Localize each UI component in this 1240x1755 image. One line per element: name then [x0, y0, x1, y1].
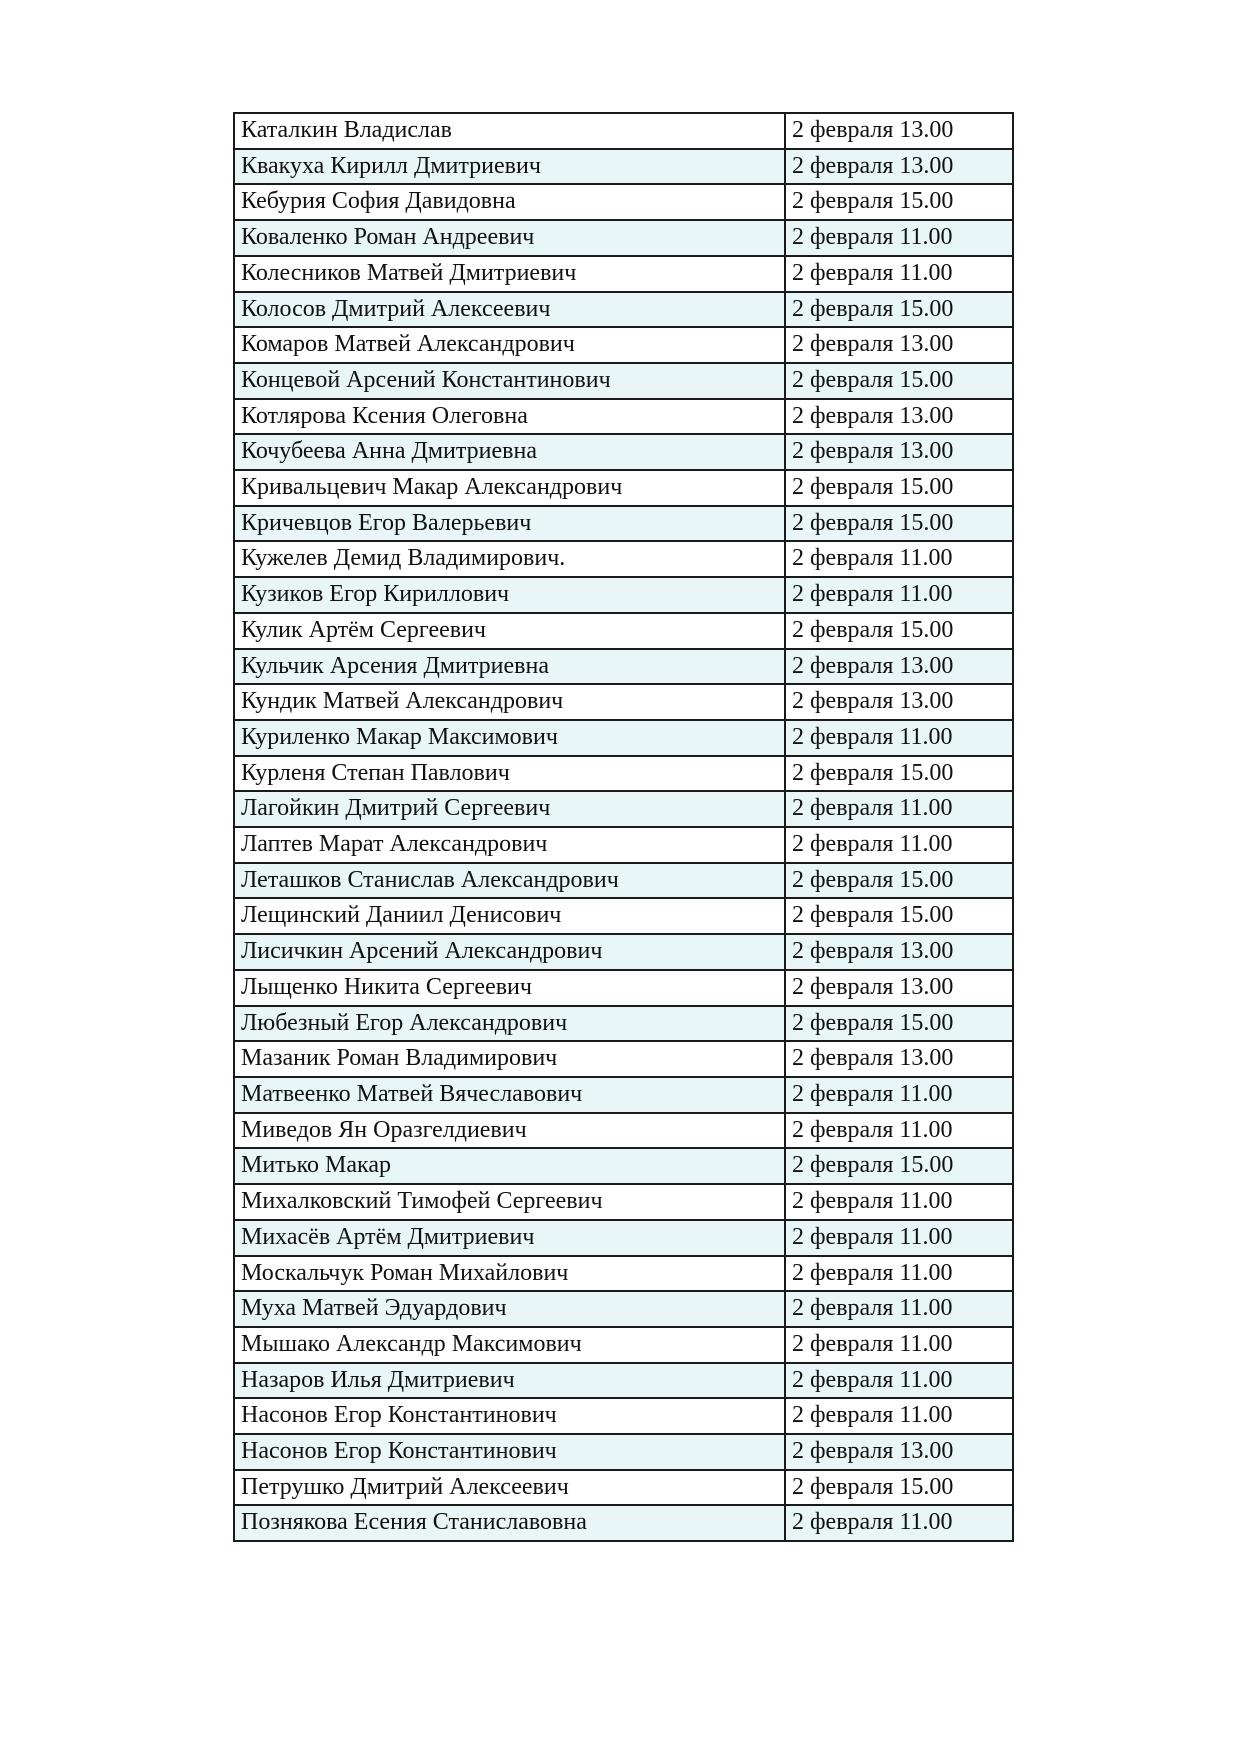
table-row — [234, 541, 1013, 577]
table-row — [234, 1470, 1013, 1506]
appointment-time-cell: 2 февраля 13.00 — [785, 434, 1013, 470]
student-name-cell: Колесников Матвей Дмитриевич — [234, 256, 785, 292]
table-row — [234, 613, 1013, 649]
schedule-table-body — [234, 113, 1013, 1541]
appointment-time-cell: 2 февраля 11.00 — [785, 256, 1013, 292]
student-name-cell: Курленя Степан Павлович — [234, 756, 785, 792]
appointment-time-cell: 2 февраля 11.00 — [785, 1327, 1013, 1363]
appointment-time-cell: 2 февраля 13.00 — [785, 113, 1013, 149]
appointment-time-cell: 2 февраля 15.00 — [785, 184, 1013, 220]
student-name-cell: Михалковский Тимофей Сергеевич — [234, 1184, 785, 1220]
table-row — [234, 292, 1013, 328]
student-name-cell: Петрушко Дмитрий Алексеевич — [234, 1470, 785, 1506]
appointment-time-cell: 2 февраля 11.00 — [785, 1363, 1013, 1399]
appointment-time-cell: 2 февраля 13.00 — [785, 399, 1013, 435]
table-row — [234, 399, 1013, 435]
table-row — [234, 149, 1013, 185]
table-row — [234, 720, 1013, 756]
schedule-table — [233, 112, 1014, 1542]
appointment-time-cell: 2 февраля 11.00 — [785, 720, 1013, 756]
student-name-cell: Кривальцевич Макар Александрович — [234, 470, 785, 506]
student-name-cell: Кульчик Арсения Дмитриевна — [234, 649, 785, 685]
student-name-cell: Концевой Арсений Константинович — [234, 363, 785, 399]
student-name-cell: Лисичкин Арсений Александрович — [234, 934, 785, 970]
table-row — [234, 970, 1013, 1006]
student-name-cell: Любезный Егор Александрович — [234, 1006, 785, 1042]
appointment-time-cell: 2 февраля 13.00 — [785, 1434, 1013, 1470]
student-name-cell: Котлярова Ксения Олеговна — [234, 399, 785, 435]
table-row — [234, 863, 1013, 899]
table-row — [234, 184, 1013, 220]
appointment-time-cell: 2 февраля 15.00 — [785, 1470, 1013, 1506]
student-name-cell: Коваленко Роман Андреевич — [234, 220, 785, 256]
table-row — [234, 898, 1013, 934]
table-row — [234, 1077, 1013, 1113]
table-row — [234, 434, 1013, 470]
table-row — [234, 1220, 1013, 1256]
appointment-time-cell: 2 февраля 15.00 — [785, 898, 1013, 934]
appointment-time-cell: 2 февраля 11.00 — [785, 1113, 1013, 1149]
student-name-cell: Кузиков Егор Кириллович — [234, 577, 785, 613]
table-row — [234, 684, 1013, 720]
appointment-time-cell: 2 февраля 15.00 — [785, 613, 1013, 649]
table-row — [234, 220, 1013, 256]
table-row — [234, 1041, 1013, 1077]
appointment-time-cell: 2 февраля 11.00 — [785, 220, 1013, 256]
student-name-cell: Леташков Станислав Александрович — [234, 863, 785, 899]
appointment-time-cell: 2 февраля 15.00 — [785, 363, 1013, 399]
table-row — [234, 1434, 1013, 1470]
student-name-cell: Москальчук Роман Михайлович — [234, 1256, 785, 1292]
appointment-time-cell: 2 февраля 13.00 — [785, 684, 1013, 720]
table-row — [234, 1291, 1013, 1327]
table-row — [234, 1148, 1013, 1184]
student-name-cell: Митько Макар — [234, 1148, 785, 1184]
table-row — [234, 363, 1013, 399]
student-name-cell: Мышако Александр Максимович — [234, 1327, 785, 1363]
appointment-time-cell: 2 февраля 11.00 — [785, 1398, 1013, 1434]
student-name-cell: Квакуха Кирилл Дмитриевич — [234, 149, 785, 185]
appointment-time-cell: 2 февраля 13.00 — [785, 970, 1013, 1006]
appointment-time-cell: 2 февраля 11.00 — [785, 1077, 1013, 1113]
table-row — [234, 827, 1013, 863]
student-name-cell: Кебурия София Давидовна — [234, 184, 785, 220]
table-row — [234, 1184, 1013, 1220]
appointment-time-cell: 2 февраля 13.00 — [785, 649, 1013, 685]
table-row — [234, 934, 1013, 970]
student-name-cell: Кундик Матвей Александрович — [234, 684, 785, 720]
table-row — [234, 256, 1013, 292]
appointment-time-cell: 2 февраля 15.00 — [785, 1006, 1013, 1042]
appointment-time-cell: 2 февраля 11.00 — [785, 1220, 1013, 1256]
student-name-cell: Каталкин Владислав — [234, 113, 785, 149]
student-name-cell: Лещинский Даниил Денисович — [234, 898, 785, 934]
table-row — [234, 649, 1013, 685]
student-name-cell: Лаптев Марат Александрович — [234, 827, 785, 863]
appointment-time-cell: 2 февраля 13.00 — [785, 934, 1013, 970]
appointment-time-cell: 2 февраля 11.00 — [785, 577, 1013, 613]
student-name-cell: Михасёв Артём Дмитриевич — [234, 1220, 785, 1256]
student-name-cell: Кричевцов Егор Валерьевич — [234, 506, 785, 542]
student-name-cell: Муха Матвей Эдуардович — [234, 1291, 785, 1327]
student-name-cell: Комаров Матвей Александрович — [234, 327, 785, 363]
student-name-cell: Колосов Дмитрий Алексеевич — [234, 292, 785, 328]
appointment-time-cell: 2 февраля 15.00 — [785, 470, 1013, 506]
student-name-cell: Кужелев Демид Владимирович. — [234, 541, 785, 577]
appointment-time-cell: 2 февраля 13.00 — [785, 149, 1013, 185]
table-row — [234, 327, 1013, 363]
table-row — [234, 577, 1013, 613]
table-row — [234, 1006, 1013, 1042]
student-name-cell: Насонов Егор Константинович — [234, 1434, 785, 1470]
student-name-cell: Назаров Илья Дмитриевич — [234, 1363, 785, 1399]
student-name-cell: Мазаник Роман Владимирович — [234, 1041, 785, 1077]
student-name-cell: Познякова Есения Станиславовна — [234, 1505, 785, 1541]
table-row — [234, 1256, 1013, 1292]
table-row — [234, 1505, 1013, 1541]
appointment-time-cell: 2 февраля 11.00 — [785, 791, 1013, 827]
table-row — [234, 1327, 1013, 1363]
table-row — [234, 113, 1013, 149]
appointment-time-cell: 2 февраля 11.00 — [785, 1256, 1013, 1292]
table-row — [234, 1113, 1013, 1149]
table-row — [234, 470, 1013, 506]
appointment-time-cell: 2 февраля 11.00 — [785, 1184, 1013, 1220]
appointment-time-cell: 2 февраля 13.00 — [785, 327, 1013, 363]
table-row — [234, 1363, 1013, 1399]
student-name-cell: Кулик Артём Сергеевич — [234, 613, 785, 649]
appointment-time-cell: 2 февраля 11.00 — [785, 1291, 1013, 1327]
student-name-cell: Миведов Ян Оразгелдиевич — [234, 1113, 785, 1149]
student-name-cell: Лыщенко Никита Сергеевич — [234, 970, 785, 1006]
student-name-cell: Куриленко Макар Максимович — [234, 720, 785, 756]
appointment-time-cell: 2 февраля 15.00 — [785, 506, 1013, 542]
appointment-time-cell: 2 февраля 15.00 — [785, 292, 1013, 328]
appointment-time-cell: 2 февраля 15.00 — [785, 756, 1013, 792]
appointment-time-cell: 2 февраля 15.00 — [785, 863, 1013, 899]
student-name-cell: Лагойкин Дмитрий Сергеевич — [234, 791, 785, 827]
document-page — [233, 112, 1012, 1542]
table-row — [234, 791, 1013, 827]
appointment-time-cell: 2 февраля 11.00 — [785, 827, 1013, 863]
table-row — [234, 506, 1013, 542]
student-name-cell: Насонов Егор Константинович — [234, 1398, 785, 1434]
student-name-cell: Матвеенко Матвей Вячеславович — [234, 1077, 785, 1113]
table-row — [234, 1398, 1013, 1434]
appointment-time-cell: 2 февраля 11.00 — [785, 541, 1013, 577]
student-name-cell: Кочубеева Анна Дмитриевна — [234, 434, 785, 470]
appointment-time-cell: 2 февраля 15.00 — [785, 1148, 1013, 1184]
table-row — [234, 756, 1013, 792]
appointment-time-cell: 2 февраля 13.00 — [785, 1041, 1013, 1077]
appointment-time-cell: 2 февраля 11.00 — [785, 1505, 1013, 1541]
